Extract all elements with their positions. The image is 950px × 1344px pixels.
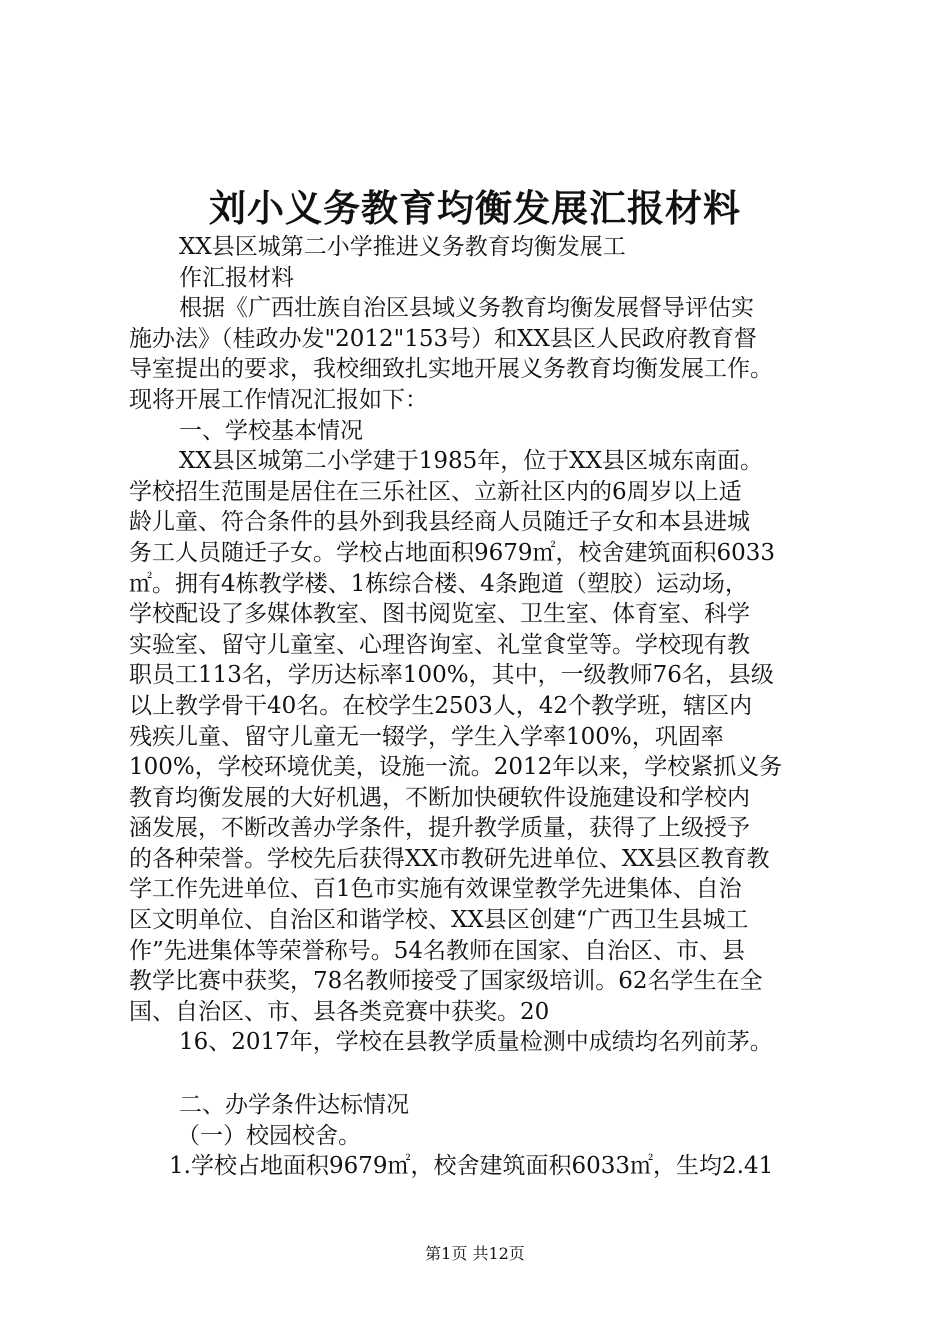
section-heading: 二、办学条件达标情况 bbox=[179, 1092, 409, 1119]
paragraph-line: 国、自治区、市、县各类竞赛中获奖。20 bbox=[129, 998, 550, 1025]
paragraph-line: 实验室、留守儿童室、心理咨询室、礼堂食堂等。学校现有教 bbox=[129, 631, 750, 658]
paragraph-gap bbox=[129, 1058, 829, 1090]
paragraph-line: ㎡。拥有4栋教学楼、1栋综合楼、4条跑道（塑胶）运动场， bbox=[129, 570, 748, 597]
paragraph-line: 学校配设了多媒体教室、图书阅览室、卫生室、体育室、科学 bbox=[129, 601, 750, 628]
paragraph-line: 的各种荣誉。学校先后获得XX市教研先进单位、XX县区教育教 bbox=[129, 845, 770, 872]
paragraph-line: 涵发展，不断改善办学条件，提升教学质量，获得了上级授予 bbox=[129, 815, 750, 842]
subsection-heading: （一）校园校舍。 bbox=[177, 1122, 361, 1149]
page-footer: 第1页 共12页 bbox=[425, 1244, 525, 1263]
intro-line: XX县区城第二小学推进义务教育均衡发展工 bbox=[179, 234, 626, 260]
paragraph-line: 根据《广西壮族自治区县域义务教育均衡发展督导评估实 bbox=[179, 295, 754, 322]
paragraph-line: 导室提出的要求，我校细致扎实地开展义务教育均衡发展工作。 bbox=[129, 356, 773, 383]
paragraph-line: 龄儿童、符合条件的县外到我县经商人员随迁子女和本县进城 bbox=[129, 509, 750, 536]
paragraph-line: 施办法》（桂政办发"2012"153号）和XX县区人民政府教育督 bbox=[129, 325, 757, 352]
paragraph-line: 16、2017年，学校在县教学质量检测中成绩均名列前茅。 bbox=[179, 1029, 773, 1056]
section-heading: 一、学校基本情况 bbox=[179, 417, 363, 444]
paragraph-line: 100%，学校环境优美，设施一流。2012年以来，学校紧抓义务 bbox=[129, 754, 783, 781]
paragraph-line: 教学比赛中获奖，78名教师接受了国家级培训。62名学生在全 bbox=[129, 968, 763, 995]
document-body bbox=[129, 232, 829, 1182]
list-item: 1.学校占地面积9679㎡，校舍建筑面积6033㎡，生均2.41 bbox=[169, 1153, 774, 1180]
paragraph-line: 作”先进集体等荣誉称号。54名教师在国家、自治区、市、县 bbox=[129, 937, 746, 964]
paragraph-line: XX县区城第二小学建于1985年，位于XX县区城东南面。 bbox=[179, 448, 764, 475]
paragraph-line: 教育均衡发展的大好机遇，不断加快硬软件设施建设和学校内 bbox=[129, 784, 750, 811]
paragraph-line: 以上教学骨干40名。在校学生2503人，42个教学班，辖区内 bbox=[129, 692, 753, 719]
paragraph-line: 职员工113名，学历达标率100%，其中，一级教师76名，县级 bbox=[129, 662, 774, 689]
paragraph-line: 区文明单位、自治区和谐学校、XX县区创建“广西卫生县城工 bbox=[129, 907, 749, 934]
paragraph-line: 残疾儿童、留守儿童无一辍学，学生入学率100%，巩固率 bbox=[129, 723, 724, 750]
intro-line: 作汇报材料 bbox=[179, 264, 294, 291]
paragraph-line: 学校招生范围是居住在三乐社区、立新社区内的6周岁以上适 bbox=[129, 478, 742, 505]
paragraph-line: 现将开展工作情况汇报如下： bbox=[129, 386, 428, 413]
paragraph-line: 学工作先进单位、百1色市实施有效课堂教学先进集体、自治 bbox=[129, 876, 742, 903]
paragraph-line: 务工人员随迁子女。学校占地面积9679㎡，校舍建筑面积6033 bbox=[129, 539, 776, 566]
document-title: 刘小义务教育均衡发展汇报材料 bbox=[209, 186, 741, 230]
